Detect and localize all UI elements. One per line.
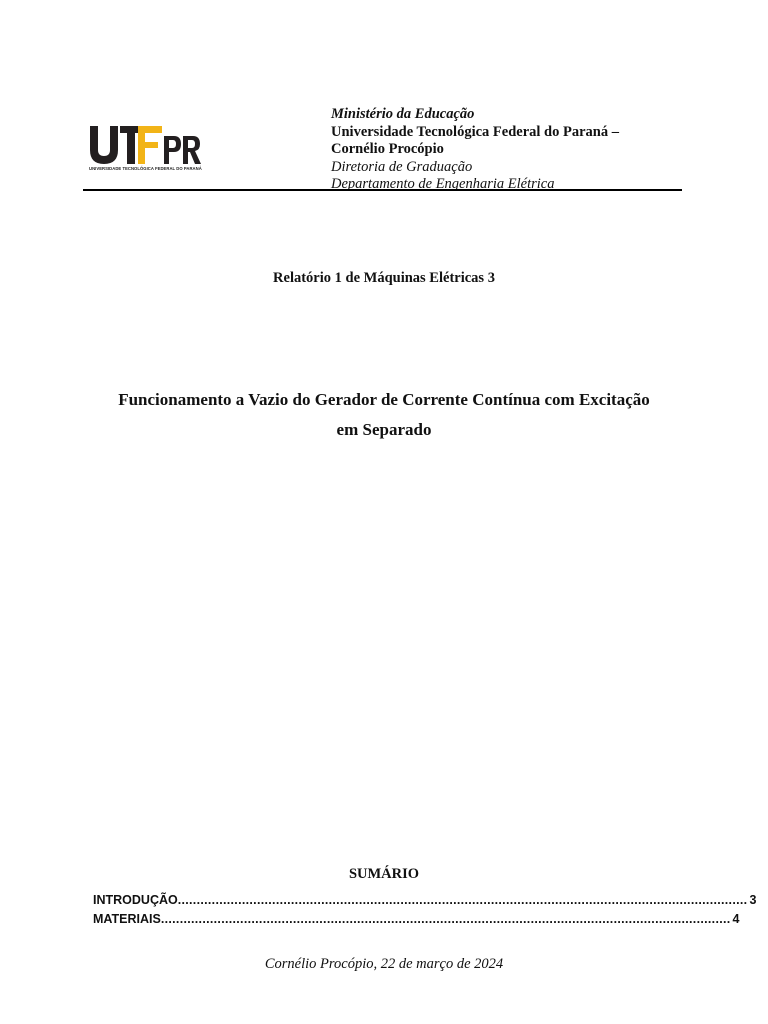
main-title-line-2: em Separado	[336, 420, 432, 439]
toc-entry[interactable]	[93, 912, 740, 931]
report-title: Relatório 1 de Máquinas Elétricas 3	[273, 270, 495, 286]
main-title-line-1: Funcionamento a Vazio do Gerador de Corrente Contínua com Excitação	[118, 390, 650, 409]
toc-leader-dots: .......................................................................................................................................................	[160, 912, 731, 926]
header-divider	[83, 189, 682, 191]
directorate-line: Diretoria de Graduação	[331, 158, 473, 175]
university-line-2: Cornélio Procópio	[331, 141, 444, 157]
utfpr-logo	[88, 124, 202, 174]
ministry-line: Ministério da Educação	[331, 106, 475, 122]
place-and-date: Cornélio Procópio, 22 de março de 2024	[264, 956, 504, 972]
toc-entry-page: 3	[749, 893, 757, 907]
department-line: Departamento de Engenharia Elétrica	[331, 176, 555, 192]
toc-entry[interactable]	[93, 893, 757, 912]
logo-caption: UNIVERSIDADE TECNOLÓGICA FEDERAL DO PARANÁ	[89, 166, 202, 171]
toc-entry-label: MATERIAIS	[93, 912, 161, 926]
toc-leader-dots: .......................................................................................................................................................	[177, 893, 748, 907]
summary-title: SUMÁRIO	[348, 866, 420, 882]
table-of-contents	[93, 893, 757, 931]
institution-header	[331, 106, 619, 194]
main-title	[90, 385, 678, 445]
toc-entry-page: 4	[732, 912, 740, 926]
utfpr-logo-mark	[88, 124, 202, 168]
toc-entry-label: INTRODUÇÃO	[93, 893, 178, 907]
university-line-1: Universidade Tecnológica Federal do Paraná –	[331, 123, 619, 140]
